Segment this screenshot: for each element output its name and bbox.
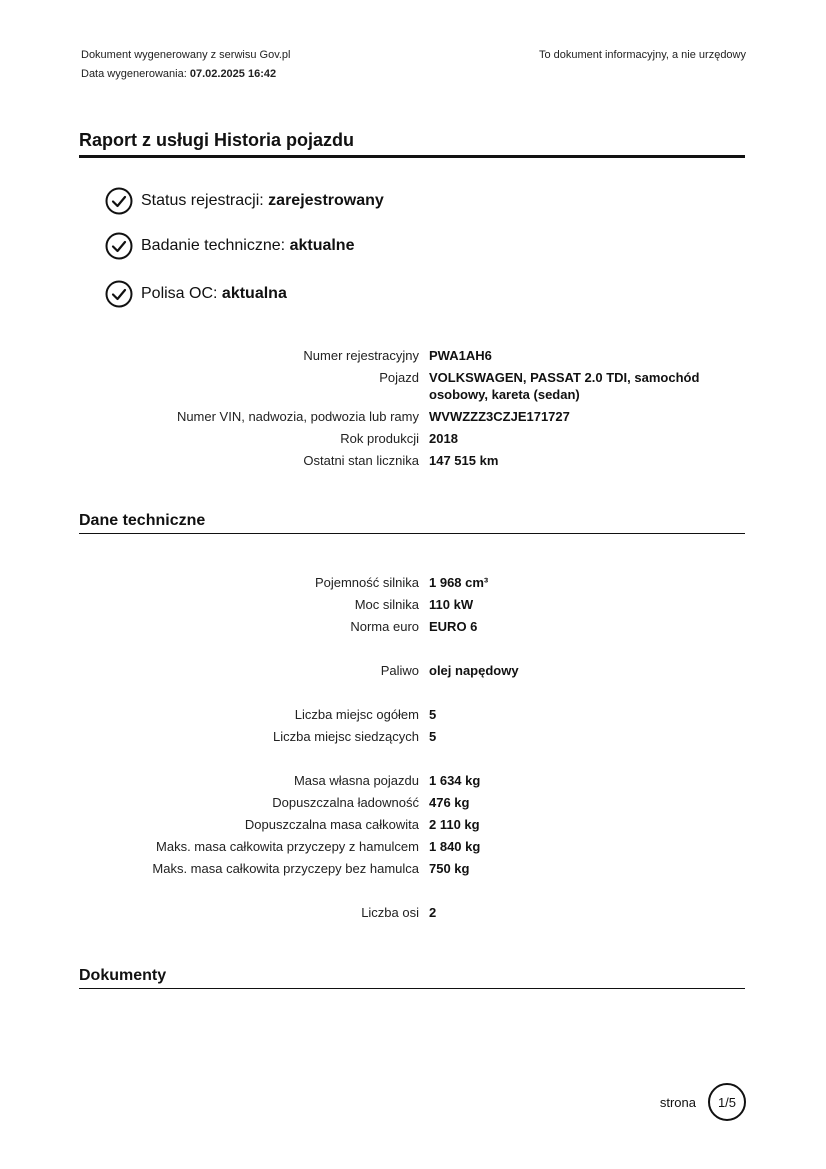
disclaimer: To dokument informacyjny, a nie urzędowy	[538, 49, 746, 61]
info-row	[79, 772, 745, 789]
info-label: Liczba miejsc ogółem	[294, 707, 419, 722]
status-label: Polisa OC:	[141, 285, 218, 302]
vehicle-info	[79, 347, 745, 474]
info-row	[79, 596, 745, 613]
status-insurance	[105, 280, 287, 308]
check-circle-icon	[105, 187, 133, 215]
info-value: 2018	[429, 431, 458, 446]
generated-by: Dokument wygenerowany z serwisu Gov.pl	[81, 49, 291, 61]
generation-date: Data wygenerowania: 07.02.2025 16:42	[81, 68, 277, 80]
info-value: 2	[429, 905, 437, 920]
status-inspection	[105, 232, 354, 260]
status-label: Badanie techniczne:	[141, 237, 286, 254]
header-left	[81, 46, 291, 84]
info-row	[79, 408, 745, 425]
spacer	[79, 750, 745, 772]
info-value: PWA1AH6	[429, 348, 492, 363]
info-label: Maks. masa całkowita przyczepy bez hamulca	[152, 861, 419, 876]
status-value: zarejestrowany	[268, 192, 384, 209]
info-row	[79, 860, 745, 877]
info-label: Dopuszczalna masa całkowita	[244, 817, 419, 832]
info-row	[79, 574, 745, 591]
info-label: Pojazd	[379, 370, 419, 385]
info-value: 476 kg	[429, 795, 470, 810]
info-value: 1 840 kg	[429, 839, 481, 854]
info-value: EURO 6	[429, 619, 478, 634]
info-value: olej napędowy	[429, 663, 519, 678]
info-value: 5	[429, 707, 437, 722]
spacer	[79, 640, 745, 662]
page-title: Raport z usługi Historia pojazdu	[79, 130, 745, 158]
page-label: strona	[659, 1094, 696, 1110]
info-row	[79, 728, 745, 745]
page-number: 1/5	[708, 1083, 746, 1121]
info-row	[79, 452, 745, 469]
info-row	[79, 904, 745, 921]
check-circle-icon	[105, 280, 133, 308]
info-label: Liczba miejsc siedzących	[273, 729, 419, 744]
info-value: 5	[429, 729, 437, 744]
info-label: Dopuszczalna ładowność	[272, 795, 419, 810]
info-label: Maks. masa całkowita przyczepy z hamulcem	[156, 839, 419, 854]
status-label: Status rejestracji:	[141, 192, 264, 209]
info-value: 147 515 km	[429, 453, 499, 468]
info-row	[79, 369, 745, 403]
page-footer	[660, 1083, 746, 1121]
info-row	[79, 430, 745, 447]
info-label: Rok produkcji	[340, 431, 419, 446]
spacer	[79, 882, 745, 904]
info-label: Moc silnika	[354, 597, 419, 612]
info-row	[79, 662, 745, 679]
info-label: Numer rejestracyjny	[303, 348, 419, 363]
info-row	[79, 347, 745, 364]
info-row	[79, 816, 745, 833]
info-value: WVWZZZ3CZJE171727	[429, 409, 570, 424]
info-label: Ostatni stan licznika	[303, 453, 419, 468]
info-label: Pojemność silnika	[314, 575, 419, 590]
section-tech-data: Dane techniczne	[79, 512, 745, 534]
info-value: 110 kW	[429, 597, 474, 612]
section-documents: Dokumenty	[79, 967, 745, 989]
info-label: Masa własna pojazdu	[293, 773, 419, 788]
info-label: Norma euro	[350, 619, 419, 634]
info-label: Liczba osi	[361, 905, 419, 920]
info-label: Paliwo	[380, 663, 419, 678]
info-row	[79, 838, 745, 855]
check-circle-icon	[105, 232, 133, 260]
info-row	[79, 618, 745, 635]
info-value: 1 968 cm³	[429, 575, 489, 590]
status-value: aktualna	[221, 285, 287, 302]
info-value: VOLKSWAGEN, PASSAT 2.0 TDI, samochód osobowy, kareta (sedan)	[429, 370, 700, 402]
info-value: 2 110 kg	[429, 817, 480, 832]
spacer	[79, 684, 745, 706]
info-row	[79, 794, 745, 811]
info-value: 1 634 kg	[429, 773, 481, 788]
info-value: 750 kg	[429, 861, 470, 876]
status-registration	[105, 187, 384, 215]
tech-data	[79, 574, 745, 926]
info-label: Numer VIN, nadwozia, podwozia lub ramy	[176, 409, 419, 424]
info-row	[79, 706, 745, 723]
status-value: aktualne	[289, 237, 355, 254]
